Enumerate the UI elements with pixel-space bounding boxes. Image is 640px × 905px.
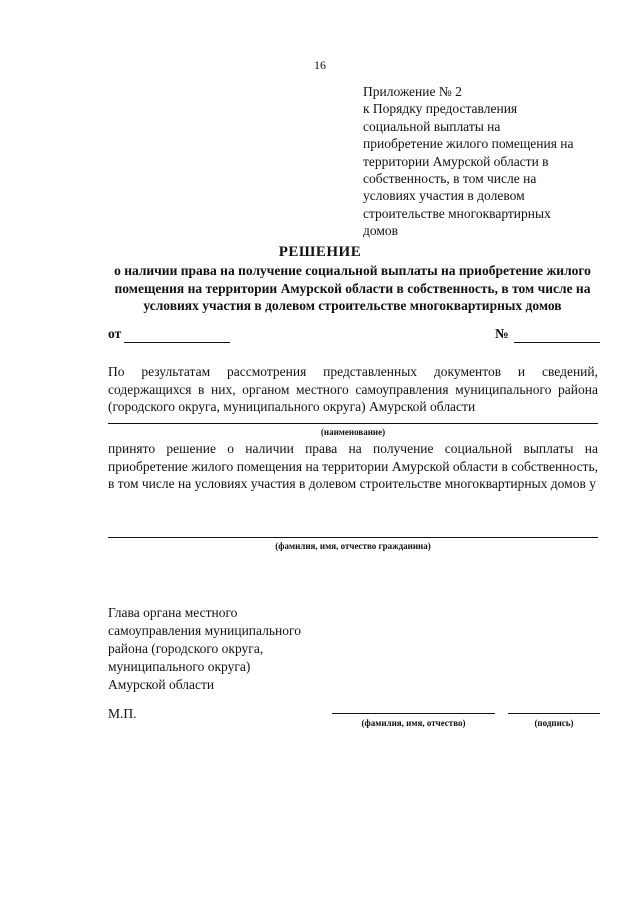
caption-fio: (фамилия, имя, отчество) — [361, 718, 466, 728]
caption-name: (наименование) — [320, 427, 386, 437]
date-blank-line — [124, 342, 230, 343]
appendix-line: территории Амурской области в — [363, 153, 549, 169]
signature-line — [508, 713, 600, 714]
number-blank-line — [514, 342, 600, 343]
page-number: 16 — [314, 58, 326, 72]
signatory-block — [108, 604, 301, 694]
appendix-line: домов — [363, 223, 399, 239]
date-label: от — [108, 326, 122, 341]
authority-name-line — [108, 423, 598, 424]
appendix-line: приобретение жилого помещения на — [363, 136, 574, 152]
appendix-line: к Порядку предоставления — [363, 101, 518, 117]
signatory-line: муниципального округа) — [108, 659, 251, 674]
signatory-line: Амурской области — [108, 677, 215, 692]
signatory-line: самоуправления муниципального — [108, 623, 301, 638]
paragraph-intro: По результатам рассмотрения представленных документов и сведений, содержащихся в них, органом местного самоуправления муниципального района (городского округа, муниципального округа) Амурской области — [108, 364, 598, 414]
appendix-line: Приложение № 2 — [363, 84, 462, 99]
document-subtitle: о наличии права на получение социальной выплаты на приобретение жилого помещения на территории Амурской области в собственность, в том числе на условиях участия в долевом строительстве многоквартирных домов — [114, 263, 591, 313]
appendix-line: собственность, в том числе на — [363, 171, 537, 187]
caption-signature: (подпись) — [534, 718, 574, 728]
appendix-line: строительстве многоквартирных — [363, 205, 551, 221]
number-label: № — [495, 326, 509, 341]
signatory-line: района (городского округа, — [108, 641, 264, 656]
caption-citizen-fio: (фамилия, имя, отчество гражданина) — [275, 541, 431, 551]
fio-line — [332, 713, 495, 714]
stamp-label: М.П. — [108, 706, 137, 721]
appendix-line: условиях участия в долевом — [363, 188, 525, 204]
paragraph-decision: принято решение о наличии права на получение социальной выплаты на приобретение жилого помещения на территории Амурской области в собственность, в том числе на условиях участия в долевом строительстве многоквартирных домов у — [108, 441, 598, 491]
signatory-line: Глава органа местного — [108, 605, 238, 620]
appendix-line: социальной выплаты на — [363, 118, 501, 134]
appendix-header — [363, 83, 623, 240]
document-title: РЕШЕНИЕ — [278, 244, 362, 260]
citizen-name-line — [108, 537, 598, 538]
